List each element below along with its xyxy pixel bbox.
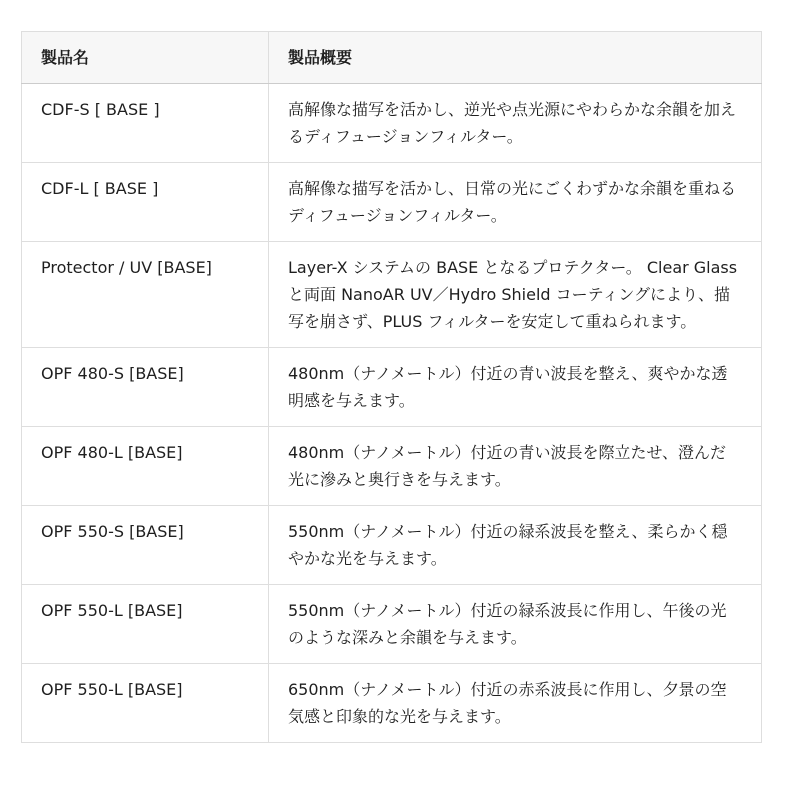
product-name: CDF-L [ BASE ] <box>22 163 269 242</box>
product-description: 高解像な描写を活かし、逆光や点光源にやわらかな余韻を加えるディフュージョンフィルター。 <box>269 84 762 163</box>
product-name: Protector / UV [BASE] <box>22 242 269 348</box>
table-header-row <box>22 32 762 84</box>
table-row <box>22 506 762 585</box>
table-row <box>22 84 762 163</box>
product-name: OPF 550-L [BASE] <box>22 585 269 664</box>
product-description: 高解像な描写を活かし、日常の光にごくわずかな余韻を重ねるディフュージョンフィルター。 <box>269 163 762 242</box>
product-name: OPF 480-L [BASE] <box>22 427 269 506</box>
product-table-container <box>21 31 762 743</box>
product-description: Layer-X システムの BASE となるプロテクター。 Clear Glass と両面 NanoAR UV／Hydro Shield コーティングにより、描写を崩さず、PLUS フィルターを安定して重ねられます。 <box>269 242 762 348</box>
product-name: OPF 480-S [BASE] <box>22 348 269 427</box>
table-row <box>22 664 762 743</box>
product-name: CDF-S [ BASE ] <box>22 84 269 163</box>
table-row <box>22 348 762 427</box>
product-description: 650nm（ナノメートル）付近の赤系波長に作用し、夕景の空気感と印象的な光を与えます。 <box>269 664 762 743</box>
product-name: OPF 550-L [BASE] <box>22 664 269 743</box>
column-header-product-name: 製品名 <box>22 32 269 84</box>
product-description: 480nm（ナノメートル）付近の青い波長を際立たせ、澄んだ光に滲みと奥行きを与えます。 <box>269 427 762 506</box>
column-header-product-overview: 製品概要 <box>269 32 762 84</box>
product-description: 480nm（ナノメートル）付近の青い波長を整え、爽やかな透明感を与えます。 <box>269 348 762 427</box>
table-row <box>22 585 762 664</box>
table-row <box>22 242 762 348</box>
table-row <box>22 427 762 506</box>
product-spec-table <box>21 31 762 743</box>
table-row <box>22 163 762 242</box>
product-description: 550nm（ナノメートル）付近の緑系波長を整え、柔らかく穏やかな光を与えます。 <box>269 506 762 585</box>
product-name: OPF 550-S [BASE] <box>22 506 269 585</box>
product-description: 550nm（ナノメートル）付近の緑系波長に作用し、午後の光のような深みと余韻を与えます。 <box>269 585 762 664</box>
